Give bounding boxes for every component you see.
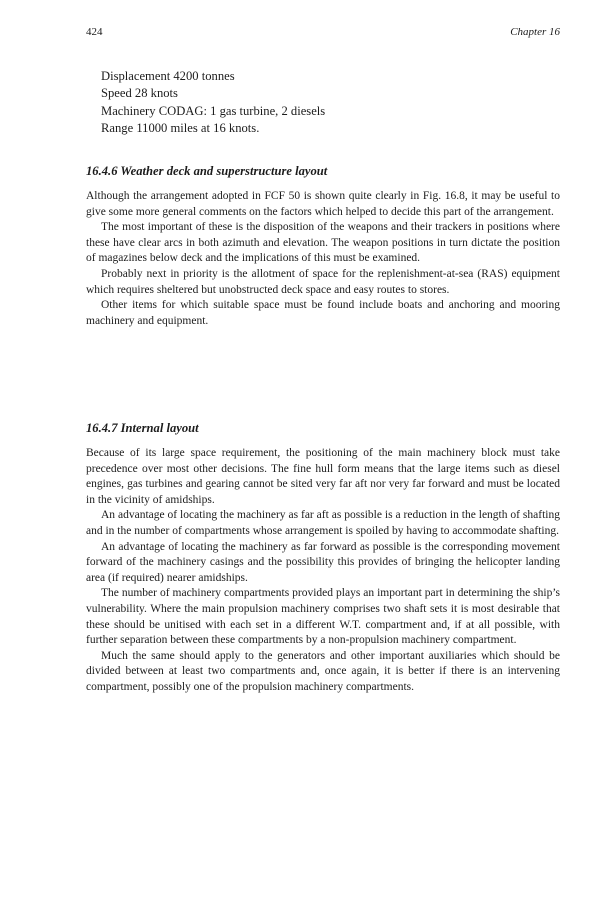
paragraph: Because of its large space requirement, the positioning of the main machinery block must take precedence over most other decisions. The fine hull form means that the large items such as diesel engines, gas turbines and gearing cannot be sited very far aft nor very far forward and must be located in the vicinity of amidships. [86,447,560,506]
paragraph: The most important of these is the disposition of the weapons and their trackers in positions where these have clear arcs in both azimuth and elevation. The weapon positions in turn dictate the position of magazines below deck and the implications of this must be examined. [86,221,560,265]
section-weather-deck-layout [86,163,560,329]
paragraph: Much the same should apply to the generators and other important auxiliaries which should be divided between at least two compartments and, once again, it is better if there is an intervening compartment, possibly one of the propulsion machinery compartments. [86,649,560,693]
paragraph: An advantage of locating the machinery as far aft as possible is a reduction in the length of shafting and in the number of compartments whose arrangement is spoiled by having to accommodate shafting. [86,509,560,537]
section-heading: 16.4.7 Internal layout [86,421,199,435]
spec-displacement: Displacement 4200 tonnes [101,69,235,83]
paragraph: Although the arrangement adopted in FCF 50 is shown quite clearly in Fig. 16.8, it may be useful to give some more general comments on the factors which helped to decide this part of the arrangement. [86,190,560,218]
spec-machinery: Machinery CODAG: 1 gas turbine, 2 diesels [101,103,326,118]
paragraph: Other items for which suitable space must be found include boats and anchoring and mooring machinery and equipment. [86,299,560,327]
paragraph: An advantage of locating the machinery as far forward as possible is the corresponding movement forward of the machinery casings and the possibility this provides of bringing the helicopter landing area (if required) nearer amidships. [86,540,560,584]
specification-list [101,68,561,137]
paragraph: Probably next in priority is the allotment of space for the replenishment-at-sea (RAS) equipment which requires sheltered but unobstructed deck space and easy routes to stores. [86,267,560,296]
chapter-label: Chapter 16 [510,26,560,38]
spec-range: Range 11000 miles at 16 knots. [101,120,260,135]
section-internal-layout [86,420,560,696]
paragraph: The number of machinery compartments provided plays an important part in determining the ship’s vulnerability. Where the main propulsion machinery comprises two shaft sets it is most desirable that these should be unitised with each set in a different W.T. compartment and, if at all possible, with further separation between these compartments by a non-propulsion machinery compartment. [86,587,560,647]
page-number: 424 [86,26,103,38]
section-heading: 16.4.6 Weather deck and superstructure layout [86,164,328,178]
spec-speed: Speed 28 knots [101,86,178,101]
running-header [86,26,560,42]
